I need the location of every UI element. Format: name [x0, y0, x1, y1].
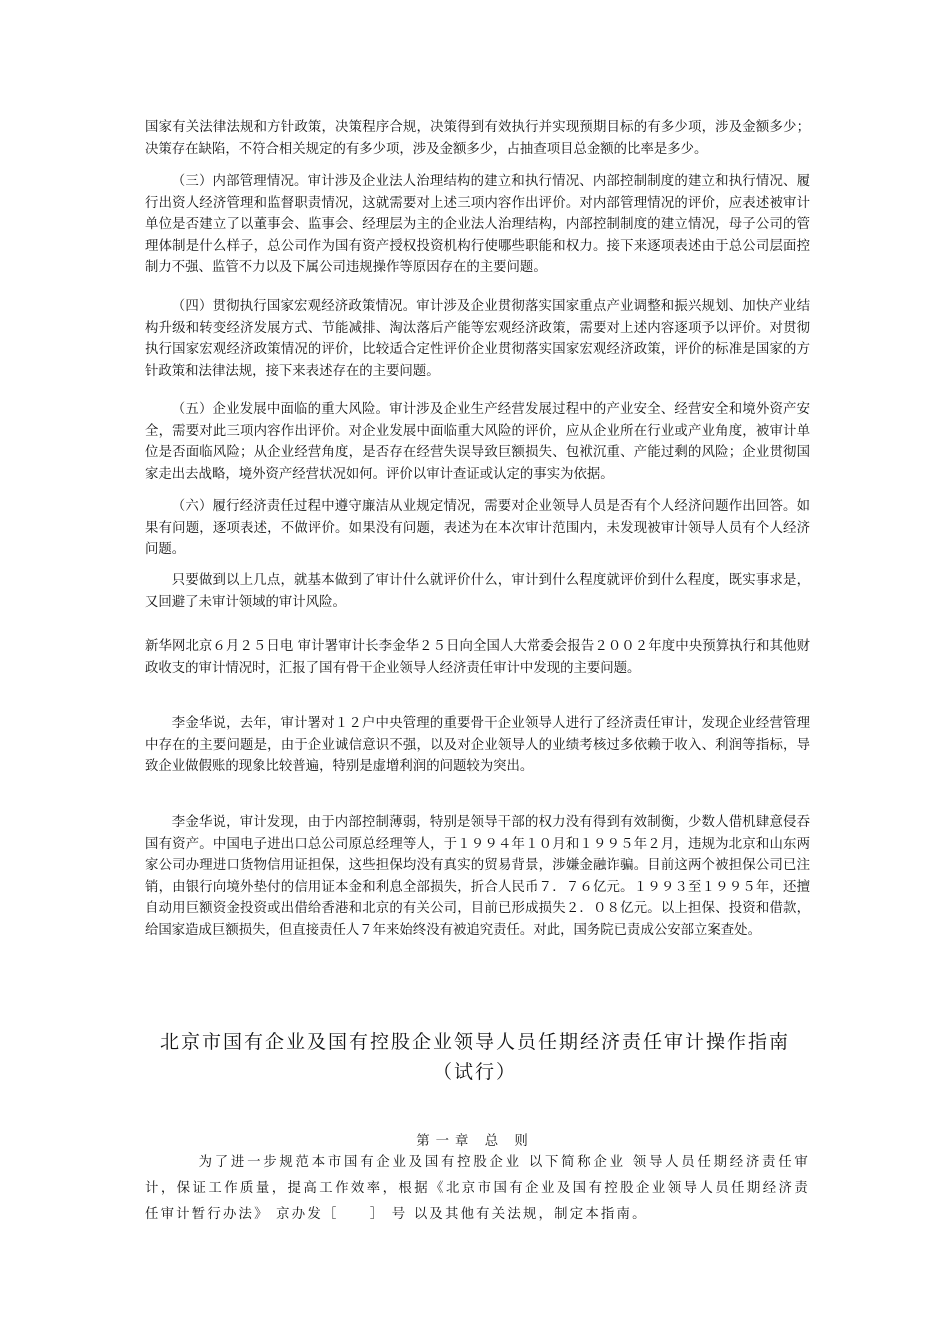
guide-subtitle: （试行）	[432, 1061, 517, 1083]
paragraph-macro-policy: （四）贯彻执行国家宏观经济政策情况。审计涉及企业贯彻落实国家重点产业调整和振兴规划、加快产业结构升级和转变经济发展方式、节能减排、淘汰落后产能等宏观经济政策，需要对上述内容逐项予以评价。对贯彻执行国家宏观经济政策情况的评价，比较适合定性评价企业贯彻落实国家宏观经济政策，评价的标准是国家的方针政策和法律法规，接下来表述存在的主要问题。	[145, 299, 810, 379]
paragraph-major-risks: （五）企业发展中面临的重大风险。审计涉及企业生产经营发展过程中的产业安全、经营安全和境外资产安全，需要对此三项内容作出评价。对企业发展中面临重大风险的评价，应从企业所在行业或产业角度，被审计单位是否面临风险；从企业经营角度，是否存在经营失误导致巨额损失、包袱沉重、产能过剩的风险；企业贯彻国家走出去战略，境外资产经营状况如何。评价以审计查证或认定的事实为依据。	[145, 402, 810, 482]
chapter-heading: 第一章 总 则	[416, 1134, 534, 1149]
paragraph-conclusion: 只要做到以上几点，就基本做到了审计什么就评价什么，审计到什么程度就评价到什么程度，既实事求是，又回避了未审计领域的审计风险。	[145, 573, 810, 610]
paragraph-guide-intro: 为了进一步规范本市国有企业及国有控股企业 以下简称企业 领导人员任期经济责任审计，保证工作质量，提高工作效率，根据《北京市国有企业及国有控股企业领导人员任期经济责任审计暂行办法》 京办发［ ］ 号 以及其他有关法规，制定本指南。	[145, 1155, 810, 1222]
paragraph-integrity: （六）履行经济责任过程中遵守廉洁从业规定情况，需要对企业领导人员是否有个人经济问题作出回答。如果有问题，逐项表述，不做评价。如果没有问题，表述为在本次审计范围内，未发现被审计领导人员有个人经济问题。	[145, 499, 810, 558]
paragraph-decision-summary: 国家有关法律法规和方针政策，决策程序合规，决策得到有效执行并实现预期目标的有多少项，涉及金额多少；决策存在缺陷，不符合相关规定的有多少项，涉及金额多少，占抽查项目总金额的比率是多少。	[145, 120, 810, 157]
paragraph-internal-management: （三）内部管理情况。审计涉及企业法人治理结构的建立和执行情况、内部控制制度的建立和执行情况、履行出资人经济管理和监督职责情况，这就需要对上述三项内容作出评价。对内部管理情况的评价，应表述被审计单位是否建立了以董事会、监事会、经理层为主的企业法人治理结构，内部控制制度的建立情况，母子公司的管理体制是什么样子，总公司作为国有资产授权投资机构行使哪些职能和权力。接下来逐项表述由于总公司层面控制力不强、监管不力以及下属公司违规操作等原因存在的主要问题。	[145, 174, 810, 276]
paragraph-news-findings: 李金华说，去年，审计署对１２户中央管理的重要骨干企业领导人进行了经济责任审计，发现企业经营管理中存在的主要问题是，由于企业诚信意识不强，以及对企业领导人的业绩考核过多依赖于收入、利润等指标，导致企业做假账的现象比较普遍，特别是虚增利润的问题较为突出。	[145, 716, 810, 775]
paragraph-news-details: 李金华说，审计发现，由于内部控制薄弱，特别是领导干部的权力没有得到有效制衡，少数人借机肆意侵吞国有资产。中国电子进出口总公司原总经理等人，于１９９４年１０月和１９９５年２月，违规为北京和山东两家公司办理进口货物信用证担保，这些担保均没有真实的贸易背景，涉嫌金融诈骗。目前这两个被担保公司已注销，由银行向境外垫付的信用证本金和利息全部损失，折合人民币７．７６亿元。１９９３至１９９５年，还擅自动用巨额资金投资或出借给香港和北京的有关公司，目前已形成损失２．０８亿元。以上担保、投资和借款，给国家造成巨额损失，但直接责任人７年来始终没有被追究责任。对此，国务院已责成公安部立案查处。	[145, 815, 810, 938]
guide-title: 北京市国有企业及国有控股企业领导人员任期经济责任审计操作指南	[159, 1031, 790, 1053]
paragraph-news-lead: 新华网北京６月２５日电 审计署审计长李金华２５日向全国人大常委会报告２００２年度中央预算执行和其他财政收支的审计情况时，汇报了国有骨干企业领导人经济责任审计中发现的主要问题。	[145, 639, 810, 676]
